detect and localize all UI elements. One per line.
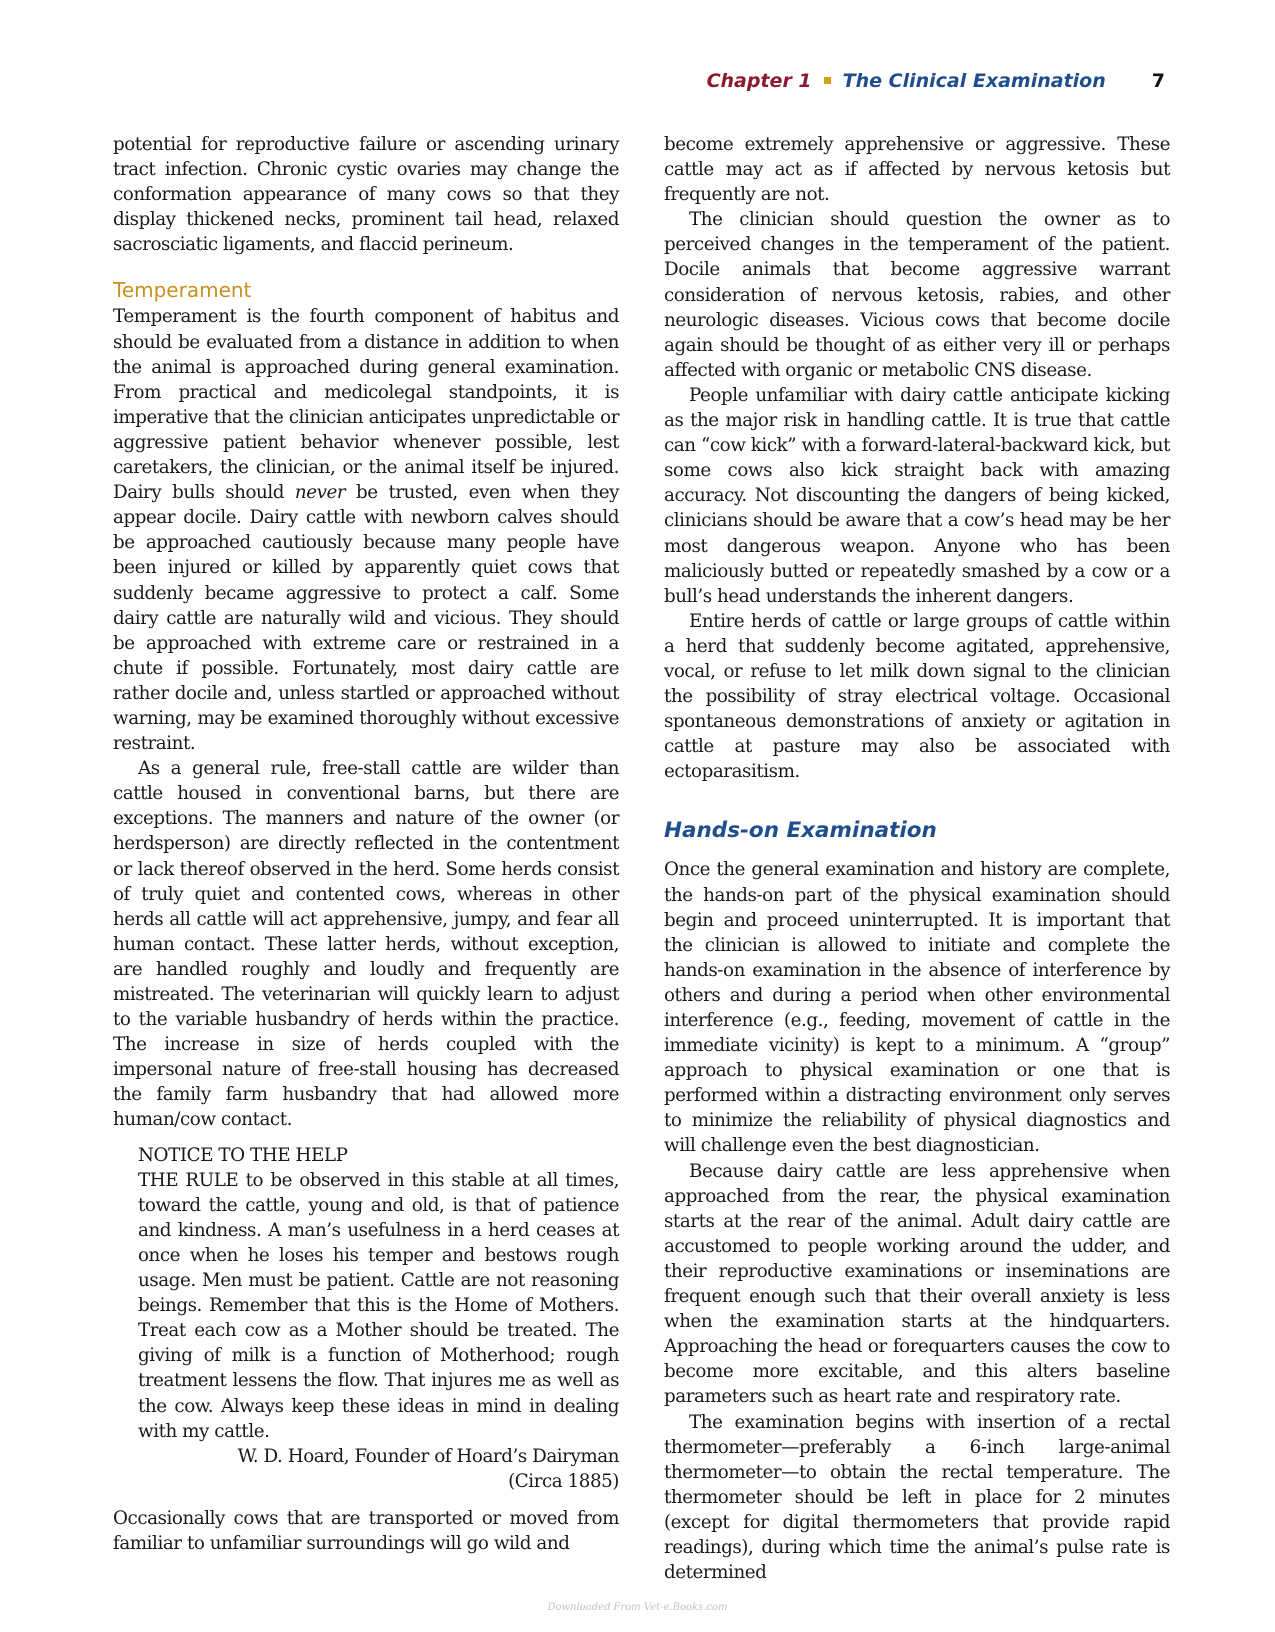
right-paragraph-4: Entire herds of cattle or large groups of cattle within a herd that suddenly become agitated, apprehensive, vocal, or refuse to let milk down signal to the clinician the possibility of stray electrical voltage. Occasional spontaneous demonstrations of anxiety or agitation in cattle at pasture may also be associated with ectoparasitism. [664, 610, 1170, 783]
right-paragraph-3: People unfamiliar with dairy cattle anticipate kicking as the major risk in handling cattle. It is true that cattle can “cow kick” with a forward-lateral-backward kick, but some cows also kick straight back with amazing accuracy. Not discounting the dangers of being kicked, clinicians should be aware that a cow’s head may be her most dangerous weapon. Anyone who has been maliciously butted or repeatedly smashed by a cow or a bull’s head understands the inherent dangers. [664, 384, 1170, 607]
chapter-title: The Clinical Examination [842, 70, 1106, 92]
left-paragraph-2-part-a: Temperament is the fourth component of habitus and should be evaluated from a distance in addition to when the animal is approached during general examination. From practical and medicolegal standpoints, it is imperative that the clinician anticipates unpredictable or aggressive patient behavior whenever possible, lest caretakers, the clinician, or the animal itself be injured. Dairy bulls should [113, 306, 619, 504]
page-number: 7 [1151, 70, 1165, 92]
subhead-temperament: Temperament [113, 278, 252, 303]
download-watermark: Downloaded From Vet-e.Books.com [547, 1602, 728, 1613]
right-paragraph-2: The clinician should question the owner as to perceived changes in the temperament of the patient. Docile animals that become aggressive warrant consideration of nervous ketosis, rabies, and other neurologic diseases. Vicious cows that become docile again should be thought of as either very ill or perhaps affected with organic or metabolic CNS disease. [664, 209, 1170, 381]
section-heading-hands-on: Hands-on Examination [664, 818, 937, 844]
header-separator-square [824, 77, 831, 84]
right-paragraph-1: become extremely apprehensive or aggressive. These cattle may act as if affected by nervous ketosis but frequently are not. [664, 134, 1170, 206]
right-paragraph-7: The examination begins with insertion of a rectal thermometer—preferably a 6-inch large-animal thermometer—to obtain the rectal temperature. The thermometer should be left in place for 2 minutes (except for digital thermometers that provide rapid readings), during which time the animal’s pulse rate is determined [664, 1411, 1170, 1584]
emphasis-never: never [294, 482, 346, 504]
notice-title: NOTICE TO THE HELP [138, 1144, 348, 1166]
right-paragraph-6: Because dairy cattle are less apprehensive when approached from the rear, the physical examination starts at the rear of the animal. Adult dairy cattle are accustomed to people working around the udder, and their reproductive examinations or inseminations are frequent enough such that their overall anxiety is less when the examination starts at the hindquarters. Approaching the head or forequarters causes the cow to become more excitable, and this alters baseline parameters such as heart rate and respiratory rate. [664, 1160, 1170, 1408]
left-paragraph-1: potential for reproductive failure or ascending urinary tract infection. Chronic cystic ovaries may change the conformation appearance of many cows so that they display thickened necks, prominent tail head, relaxed sacrosciatic ligaments, and flaccid perineum. [113, 134, 619, 256]
left-column [113, 132, 619, 1556]
left-paragraph-2 [113, 304, 619, 756]
chapter-label: Chapter 1 [706, 70, 812, 92]
running-header [113, 66, 1165, 96]
left-paragraph-3: As a general rule, free-stall cattle are wilder than cattle housed in conventional barns, but there are exceptions. The manners and nature of the owner (or herdsperson) are directly reflected in the contentment or lack thereof observed in the herd. Some herds consist of truly quiet and contented cows, whereas in other herds all cattle will act apprehensive, jumpy, and fear all human contact. These latter herds, without exception, are handled roughly and loudly and frequently are mistreated. The veterinarian will quickly learn to adjust to the variable husbandry of herds within the practice. The increase in size of herds coupled with the impersonal nature of free-stall housing has decreased the family farm husbandry that had allowed more human/cow contact. [113, 758, 619, 1131]
notice-body: THE RULE to be observed in this stable at all times, toward the cattle, young and old, is that of patience and kindness. A man’s usefulness in a herd ceases at once when he loses his temper and bestows rough usage. Men must be patient. Cattle are not reasoning beings. Remember that this is the Home of Mothers. Treat each cow as a Mother should be treated. The giving of milk is a function of Motherhood; rough treatment lessens the flow. That injures me as well as the cow. Always keep these ideas in mind in dealing with my cattle. [138, 1169, 619, 1442]
notice-quote-block [138, 1143, 619, 1494]
left-paragraph-4: Occasionally cows that are transported or moved from familiar to unfamiliar surroundings will go wild and [113, 1507, 619, 1554]
notice-signature: W. D. Hoard, Founder of Hoard’s Dairyman [237, 1445, 619, 1467]
left-paragraph-2-part-b: be trusted, even when they appear docile. Dairy cattle with newborn calves should be approached cautiously because many people have been injured or killed by apparently quiet cows that suddenly became aggressive to protect a calf. Some dairy cattle are naturally wild and vicious. They should be approached with extreme care or restrained in a chute if possible. Fortunately, most dairy cattle are rather docile and, unless startled or approached without warning, may be examined thoroughly without excessive restraint. [113, 482, 619, 755]
right-column [664, 132, 1170, 1585]
notice-date: (Circa 1885) [508, 1470, 619, 1492]
right-paragraph-5: Once the general examination and history are complete, the hands-on part of the physical examination should begin and proceed uninterrupted. It is important that the clinician is allowed to initiate and complete the hands-on examination in the absence of interference by others and during a period when other environmental interference (e.g., feeding, movement of cattle in the immediate vicinity) is kept to a minimum. A “group” approach to physical examination or one that is performed within a distracting environment only serves to minimize the reliability of physical diagnostics and will challenge even the best diagnostician. [664, 859, 1170, 1157]
